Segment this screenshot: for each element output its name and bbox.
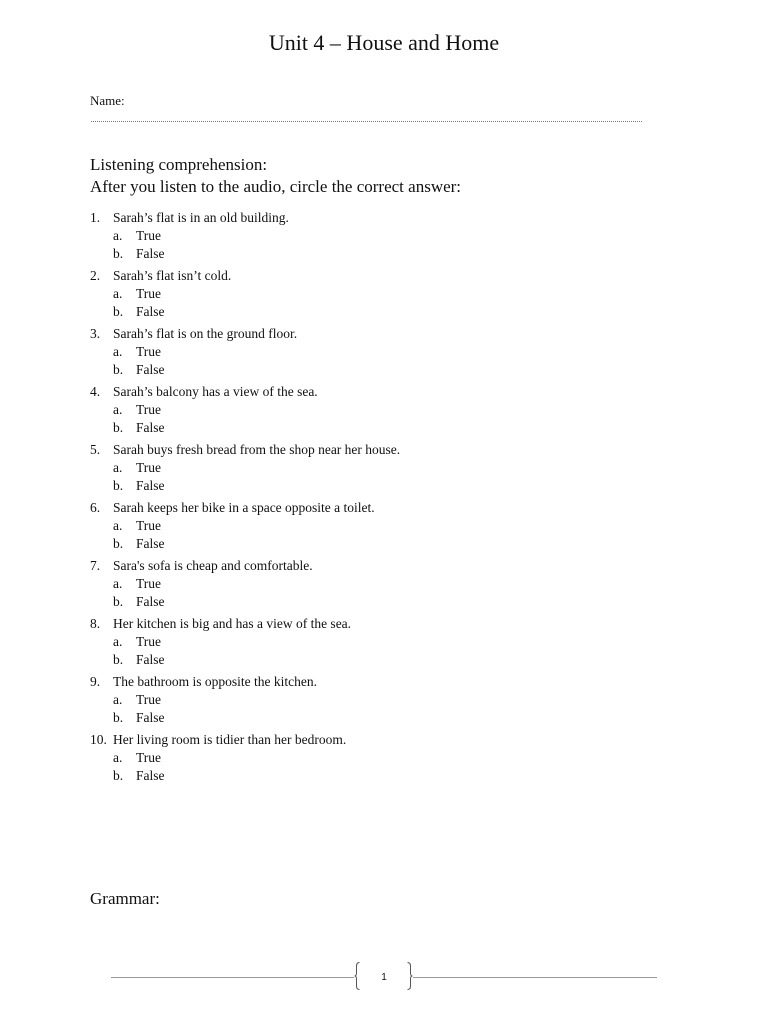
option-letter: a. <box>113 228 123 243</box>
option-letter: b. <box>113 303 124 319</box>
option-text: False <box>136 651 165 667</box>
question-number: 3. <box>90 326 101 341</box>
question-line <box>90 441 400 459</box>
option-letter: a. <box>113 634 123 649</box>
answer-option-false[interactable] <box>90 303 400 321</box>
option-letter: b. <box>113 709 124 725</box>
question-item <box>90 499 400 557</box>
option-letter: b. <box>113 535 124 551</box>
option-text: True <box>136 460 162 475</box>
question-number: 5. <box>90 442 101 457</box>
option-text: False <box>136 593 165 609</box>
answer-option-true[interactable] <box>90 575 400 593</box>
question-text: Her kitchen is big and has a view of the sea. <box>113 616 352 631</box>
question-number: 1. <box>90 210 101 225</box>
question-line <box>90 731 400 749</box>
listening-instruction: After you listen to the audio, circle the correct answer: <box>90 177 462 196</box>
name-dotted-line[interactable] <box>91 121 642 122</box>
question-number: 7. <box>90 558 101 573</box>
option-text: False <box>136 361 165 377</box>
answer-option-true[interactable] <box>90 459 400 477</box>
answer-option-true[interactable] <box>90 401 400 419</box>
name-label: Name: <box>90 93 125 108</box>
answer-option-false[interactable] <box>90 419 400 437</box>
question-number: 2. <box>90 268 101 283</box>
option-text: False <box>136 303 165 319</box>
document-title: Unit 4 – House and Home <box>268 30 500 55</box>
option-letter: b. <box>113 593 124 609</box>
option-text: True <box>136 228 162 243</box>
question-number: 4. <box>90 384 101 399</box>
answer-option-true[interactable] <box>90 343 400 361</box>
question-text: Sarah’s flat is on the ground floor. <box>113 326 298 341</box>
question-text: Her living room is tidier than her bedroom. <box>113 732 347 747</box>
option-letter: b. <box>113 651 124 667</box>
answer-option-false[interactable] <box>90 535 400 553</box>
question-line <box>90 499 400 517</box>
option-text: False <box>136 709 165 725</box>
option-text: False <box>136 535 165 551</box>
question-list <box>90 209 400 789</box>
page-number: 1 <box>381 972 387 983</box>
answer-option-false[interactable] <box>90 709 400 727</box>
footer-left-brace-icon <box>354 962 360 990</box>
option-text: False <box>136 767 165 783</box>
option-letter: a. <box>113 460 123 475</box>
answer-option-true[interactable] <box>90 749 400 767</box>
option-letter: b. <box>113 361 124 377</box>
question-number: 10. <box>90 732 107 747</box>
question-text: Sarah keeps her bike in a space opposite a toilet. <box>113 500 375 515</box>
question-item <box>90 557 400 615</box>
option-text: False <box>136 245 165 261</box>
question-line <box>90 209 400 227</box>
option-letter: a. <box>113 402 123 417</box>
option-text: True <box>136 750 162 765</box>
answer-option-true[interactable] <box>90 285 400 303</box>
grammar-section-heading: Grammar: <box>90 889 160 908</box>
question-item <box>90 615 400 673</box>
question-text: Sarah buys fresh bread from the shop near her house. <box>113 442 401 457</box>
option-letter: a. <box>113 286 123 301</box>
answer-option-true[interactable] <box>90 517 400 535</box>
option-text: False <box>136 477 165 493</box>
question-line <box>90 325 400 343</box>
option-letter: b. <box>113 245 124 261</box>
option-letter: b. <box>113 419 124 435</box>
listening-section-heading <box>90 154 461 198</box>
question-item <box>90 441 400 499</box>
question-number: 8. <box>90 616 101 631</box>
option-letter: b. <box>113 477 124 493</box>
option-text: True <box>136 518 162 533</box>
answer-option-true[interactable] <box>90 633 400 651</box>
answer-option-true[interactable] <box>90 691 400 709</box>
answer-option-false[interactable] <box>90 593 400 611</box>
footer-right-brace-icon <box>407 962 413 990</box>
question-line <box>90 557 400 575</box>
option-text: True <box>136 692 162 707</box>
option-letter: a. <box>113 518 123 533</box>
option-letter: a. <box>113 576 123 591</box>
answer-option-false[interactable] <box>90 651 400 669</box>
option-letter: a. <box>113 692 123 707</box>
question-line <box>90 673 400 691</box>
answer-option-false[interactable] <box>90 477 400 495</box>
question-item <box>90 267 400 325</box>
option-text: True <box>136 576 162 591</box>
answer-option-false[interactable] <box>90 767 400 785</box>
question-item <box>90 383 400 441</box>
option-letter: a. <box>113 344 123 359</box>
option-letter: a. <box>113 750 123 765</box>
question-line <box>90 615 400 633</box>
question-item <box>90 325 400 383</box>
option-text: True <box>136 634 162 649</box>
question-line <box>90 267 400 285</box>
option-text: True <box>136 344 162 359</box>
footer-rule-left <box>111 977 354 978</box>
option-letter: b. <box>113 767 124 783</box>
question-item <box>90 209 400 267</box>
question-line <box>90 383 400 401</box>
listening-heading-line-1: Listening comprehension: <box>90 155 268 174</box>
option-text: True <box>136 402 162 417</box>
answer-option-false[interactable] <box>90 245 400 263</box>
question-number: 9. <box>90 674 101 689</box>
question-text: The bathroom is opposite the kitchen. <box>113 674 317 689</box>
question-number: 6. <box>90 500 101 515</box>
question-item <box>90 673 400 731</box>
question-text: Sarah’s flat isn’t cold. <box>113 268 232 283</box>
option-text: True <box>136 286 162 301</box>
question-text: Sarah’s balcony has a view of the sea. <box>113 384 318 399</box>
question-item <box>90 731 400 789</box>
question-text: Sara's sofa is cheap and comfortable. <box>113 558 313 573</box>
answer-option-false[interactable] <box>90 361 400 379</box>
question-text: Sarah’s flat is in an old building. <box>113 210 289 225</box>
answer-option-true[interactable] <box>90 227 400 245</box>
footer-rule-right <box>413 977 657 978</box>
option-text: False <box>136 419 165 435</box>
